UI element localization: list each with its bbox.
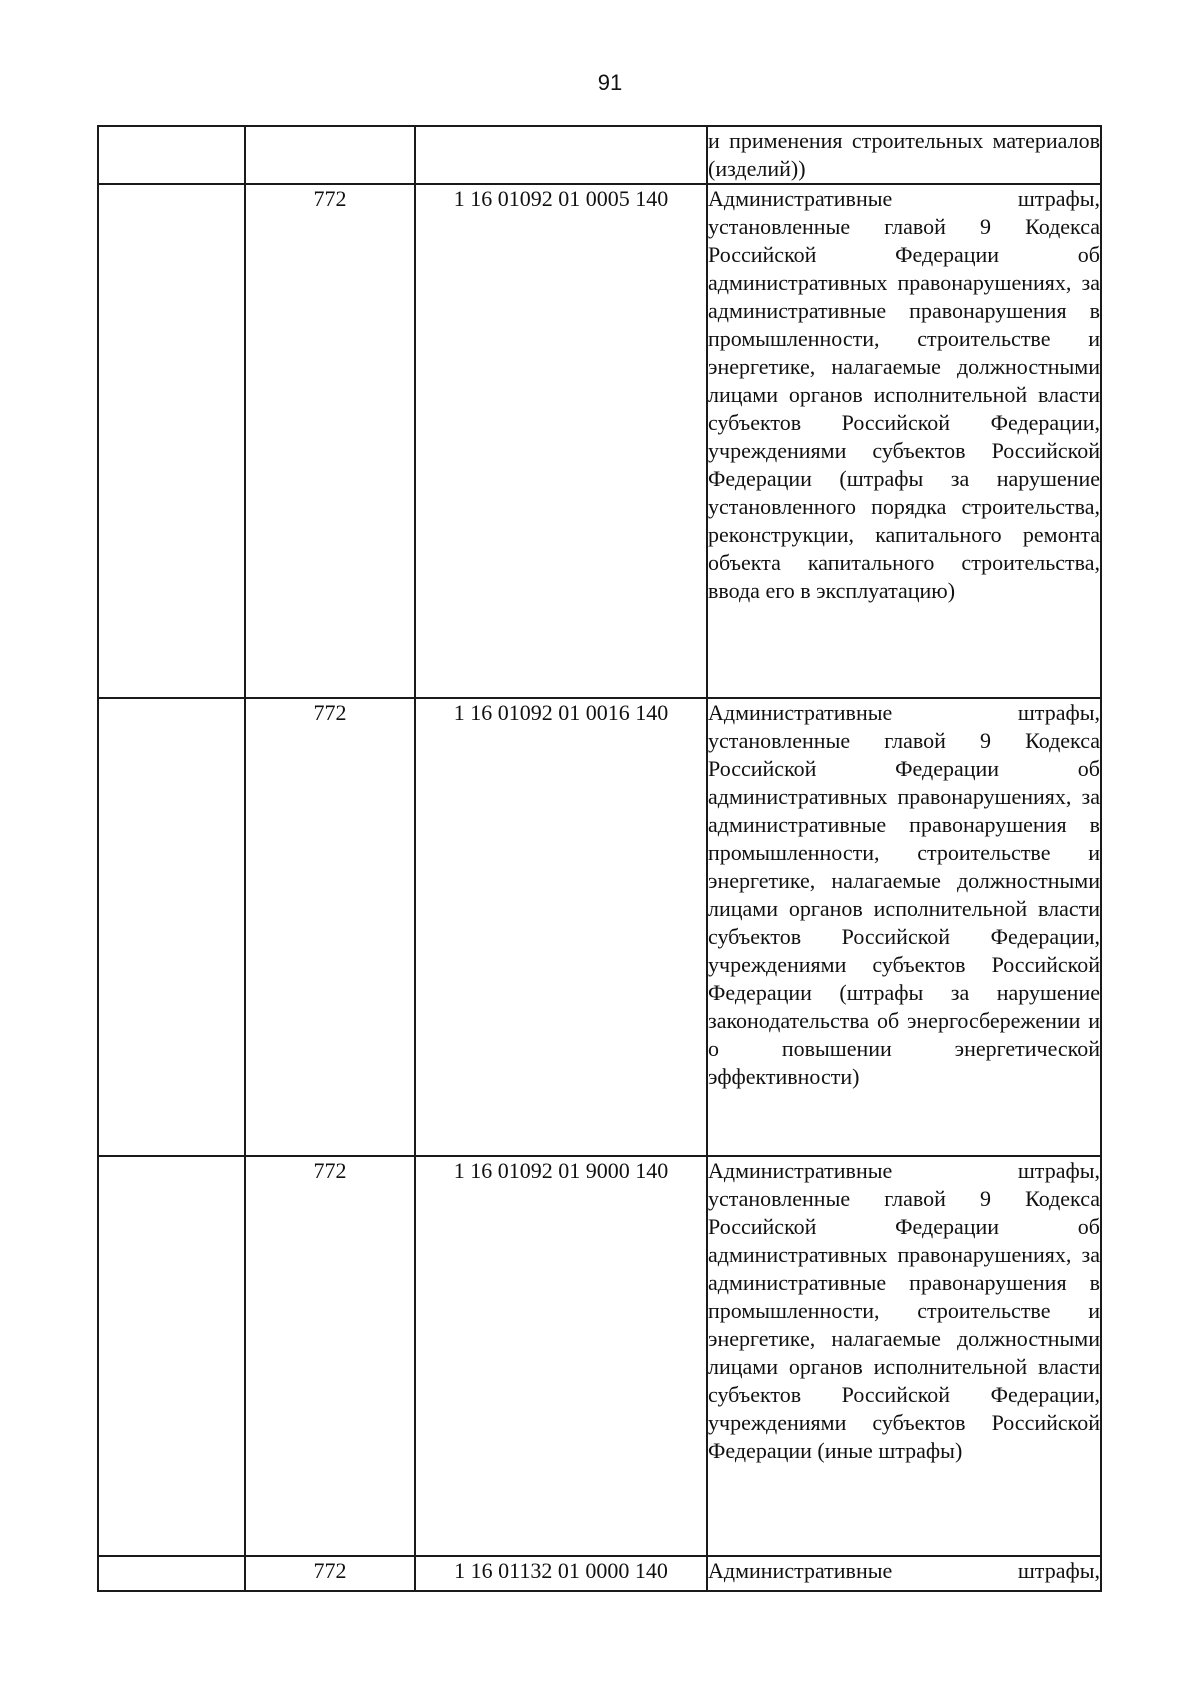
cell-admin-code: 772 xyxy=(245,1556,415,1591)
table-row xyxy=(98,1556,1101,1591)
cell-admin-code xyxy=(245,126,415,184)
cell-empty xyxy=(98,126,245,184)
table-row xyxy=(98,698,1101,1156)
description-text: Административные штрафы, установленные главой 9 Кодекса Российской Федерации об административных правонарушениях, за административные правонарушения в промышленности, строительстве и энергетике, налагаемые должностными лицами органов исполнительной власти субъектов Российской Федерации, учреждениями субъектов Российской Федерации (иные штрафы) xyxy=(708,1158,1100,1463)
cell-empty xyxy=(98,1156,245,1556)
cell-empty xyxy=(98,184,245,698)
description-text: Административные штрафы, установленные главой 9 Кодекса Российской Федерации об административных правонарушениях, за административные правонарушения в промышленности, строительстве и энергетике, налагаемые должностными лицами органов исполнительной власти субъектов Российской Федерации, учреждениями субъектов Российской Федерации (штрафы за нарушение законодательства об энергосбережении и о повышении энергетической эффективности) xyxy=(708,700,1100,1089)
cell-description xyxy=(707,184,1101,698)
cell-description xyxy=(707,126,1101,184)
cell-kbk-code: 1 16 01092 01 0005 140 xyxy=(415,184,707,698)
table-row xyxy=(98,126,1101,184)
cell-kbk-code: 1 16 01132 01 0000 140 xyxy=(415,1556,707,1591)
table-row xyxy=(98,184,1101,698)
page-number: 91 xyxy=(597,70,623,95)
budget-codes-table xyxy=(97,125,1102,1592)
cell-kbk-code: 1 16 01092 01 9000 140 xyxy=(415,1156,707,1556)
table-row xyxy=(98,1156,1101,1556)
cell-kbk-code: 1 16 01092 01 0016 140 xyxy=(415,698,707,1156)
cell-empty xyxy=(98,1556,245,1591)
cell-admin-code: 772 xyxy=(245,1156,415,1556)
description-text: Административные штрафы, установленные главой 9 Кодекса Российской Федерации об административных правонарушениях, за административные правонарушения в промышленности, строительстве и энергетике, налагаемые должностными лицами органов исполнительной власти субъектов Российской Федерации, учреждениями субъектов Российской Федерации (штрафы за нарушение установленного порядка строительства, реконструкции, капитального ремонта объекта капитального строительства, ввода его в эксплуатацию) xyxy=(708,186,1100,603)
cell-empty xyxy=(98,698,245,1156)
cell-description xyxy=(707,698,1101,1156)
cell-description xyxy=(707,1556,1101,1591)
description-text: и применения строительных материалов (изделий)) xyxy=(708,128,1100,181)
cell-kbk-code xyxy=(415,126,707,184)
cell-admin-code: 772 xyxy=(245,698,415,1156)
cell-description xyxy=(707,1156,1101,1556)
description-text: Административные штрафы, xyxy=(708,1558,1100,1583)
cell-admin-code: 772 xyxy=(245,184,415,698)
